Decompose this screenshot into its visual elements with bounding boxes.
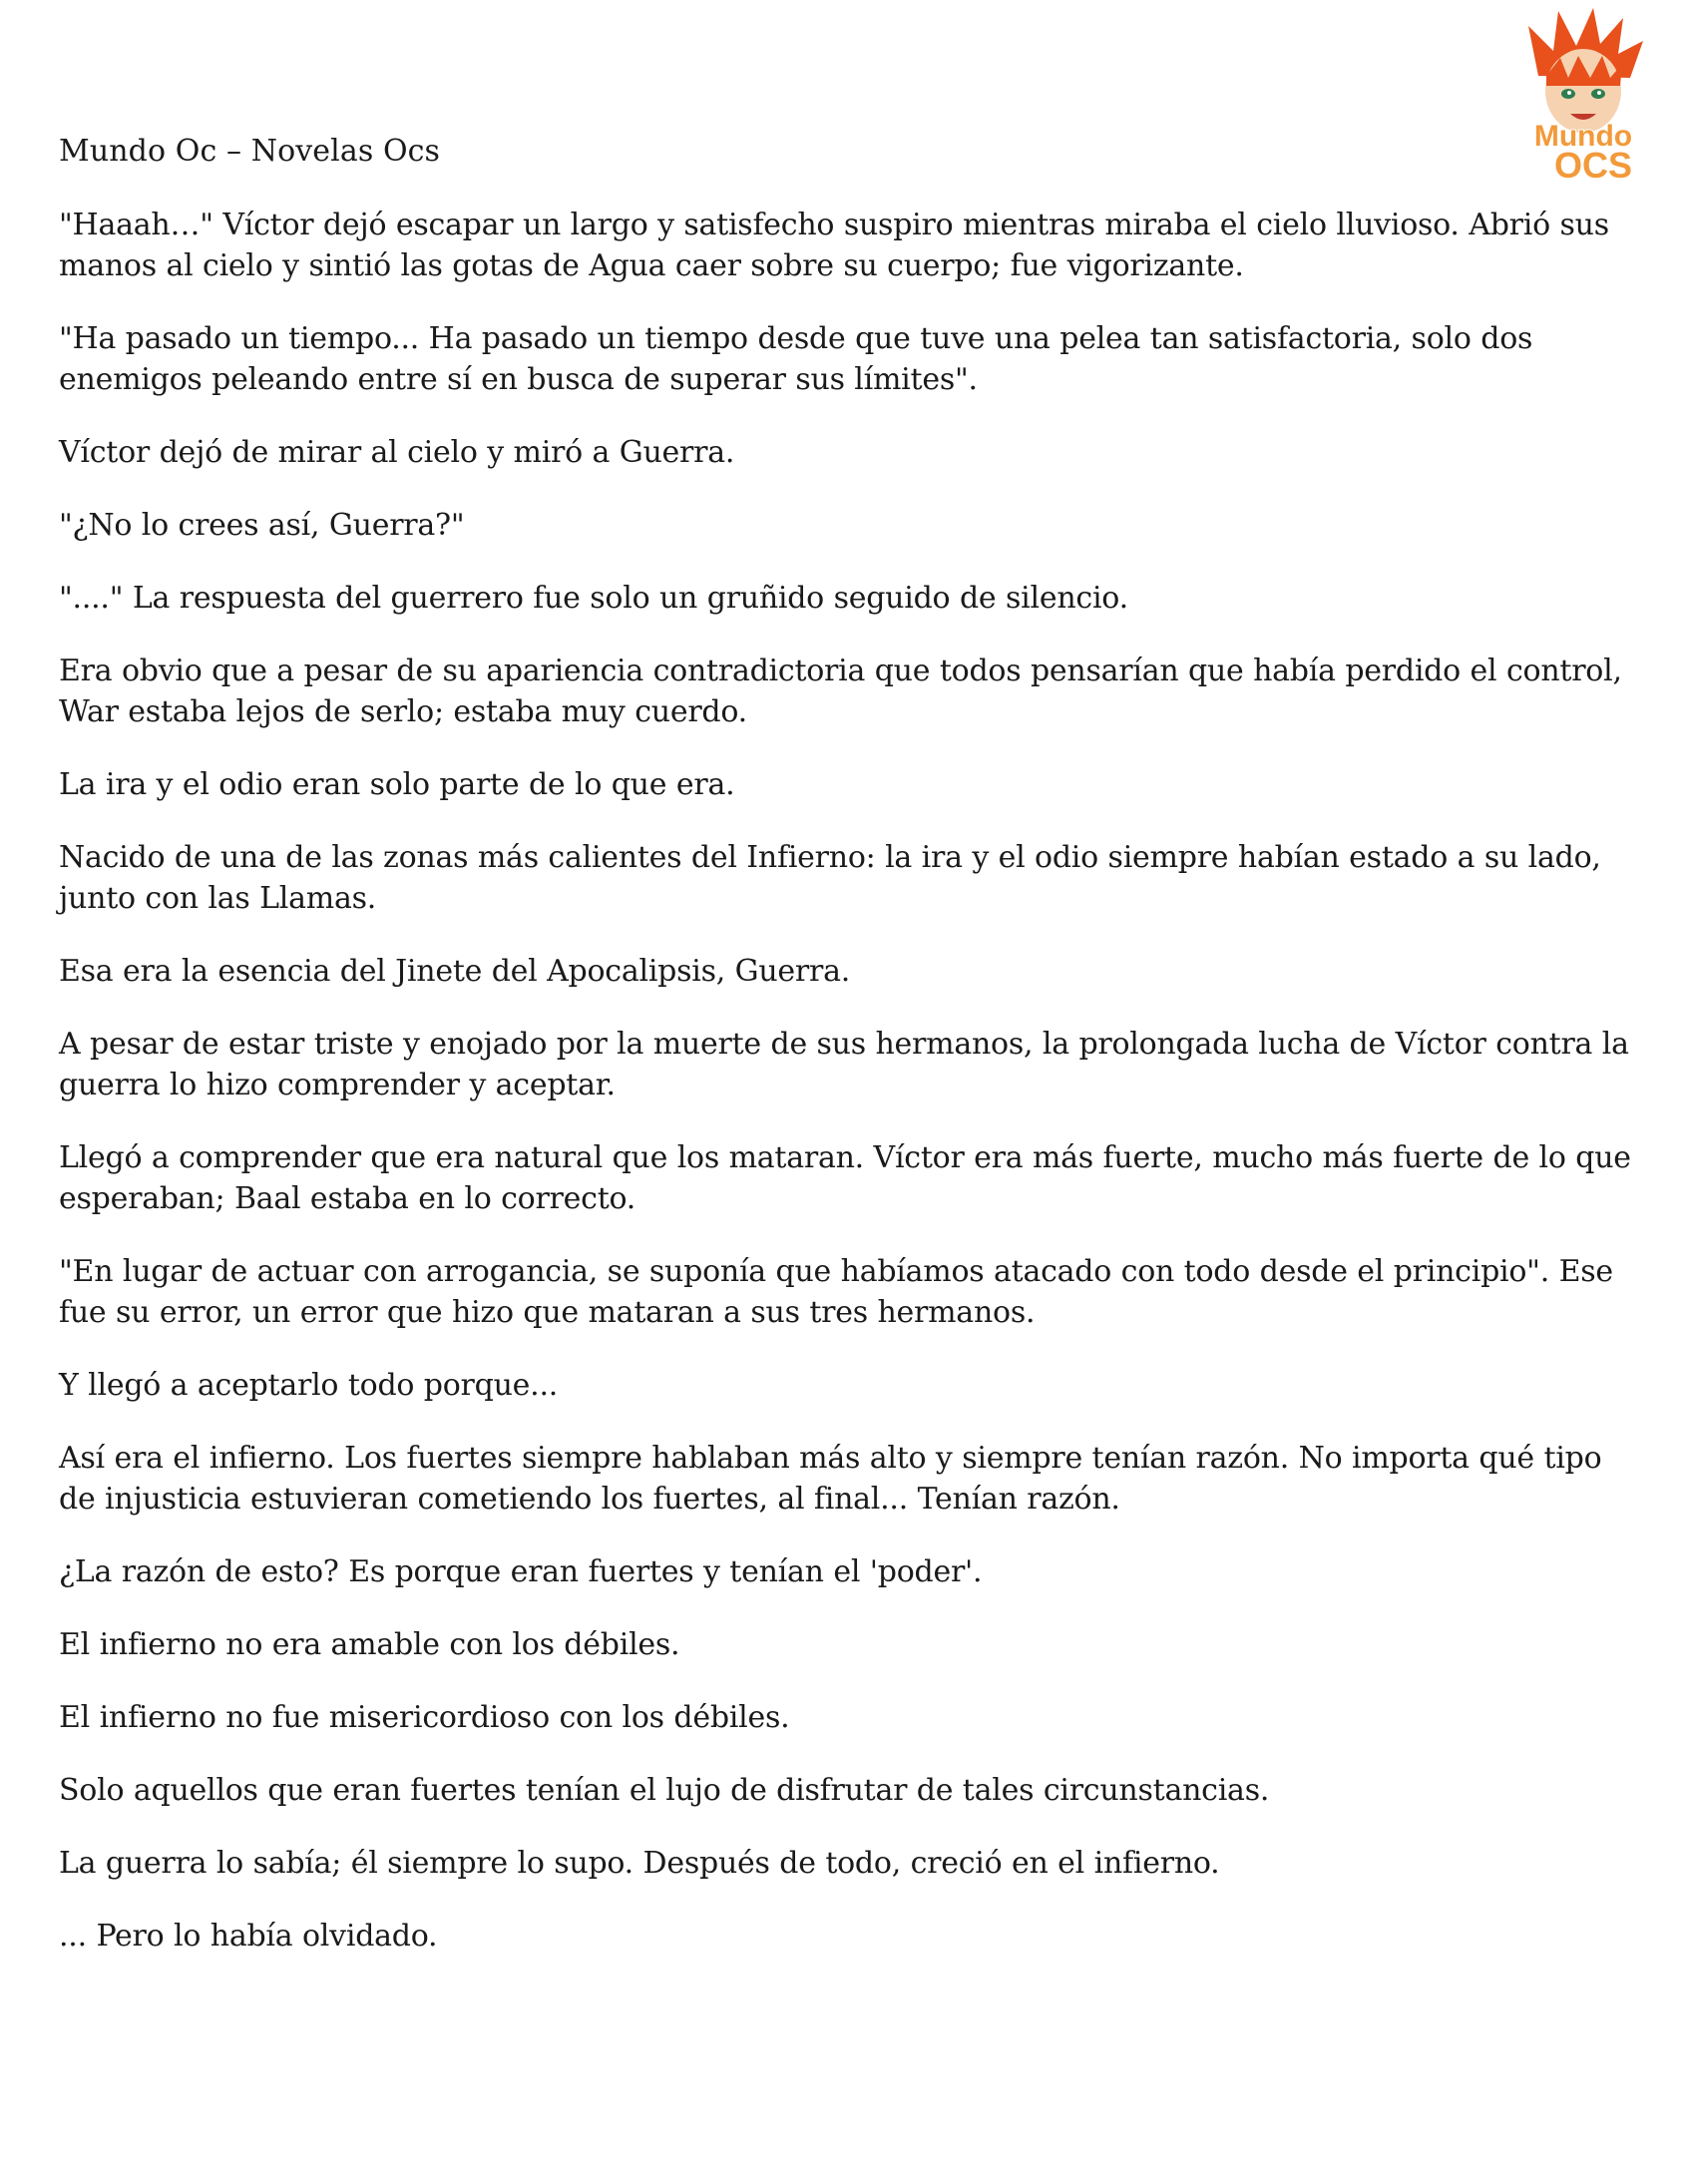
paragraph: ... Pero lo había olvidado. (59, 1919, 438, 1954)
paragraph: "¿No lo crees así, Guerra?" (59, 508, 465, 543)
paragraph: "Haaah…" Víctor dejó escapar un largo y satisfecho suspiro mientras miraba el cielo lluvioso. Abrió sus manos al cielo y sintió las gotas de Agua caer sobre su cuerpo; fue vigorizante. (59, 208, 1609, 283)
paragraph: El infierno no era amable con los débiles. (59, 1627, 680, 1662)
paragraph: A pesar de estar triste y enojado por la muerte de sus hermanos, la prolongada lucha de Víctor contra la guerra lo hizo comprender y aceptar. (59, 1027, 1629, 1102)
page-header: Mundo Oc – Novelas Ocs (59, 134, 441, 169)
paragraph: ¿La razón de esto? Es porque eran fuertes y tenían el 'poder'. (59, 1554, 983, 1589)
logo-text-line2: OCS (1553, 145, 1633, 186)
story-text (59, 205, 1635, 1988)
paragraph: La guerra lo sabía; él siempre lo supo. Después de todo, creció en el infierno. (59, 1846, 1220, 1881)
mundo-ocs-logo (1498, 6, 1668, 186)
paragraph: "Ha pasado un tiempo... Ha pasado un tiempo desde que tuve una pelea tan satisfactoria, solo dos enemigos peleando entre sí en busca de superar sus límites". (59, 321, 1533, 397)
logo-text-line1: Mundo (1533, 120, 1633, 153)
paragraph: La ira y el odio eran solo parte de lo que era. (59, 767, 735, 802)
paragraph: Llegó a comprender que era natural que los mataran. Víctor era más fuerte, mucho más fuerte de lo que esperaban; Baal estaba en lo correcto. (59, 1140, 1631, 1216)
paragraph: Nacido de una de las zonas más calientes del Infierno: la ira y el odio siempre habían estado a su lado, junto con las Llamas. (59, 840, 1601, 916)
paragraph: Víctor dejó de mirar al cielo y miró a Guerra. (59, 435, 735, 470)
paragraph: Solo aquellos que eran fuertes tenían el lujo de disfrutar de tales circunstancias. (59, 1773, 1270, 1808)
paragraph: Era obvio que a pesar de su apariencia contradictoria que todos pensarían que había perdido el control, War estaba lejos de serlo; estaba muy cuerdo. (59, 654, 1622, 729)
paragraph: "...." La respuesta del guerrero fue solo un gruñido seguido de silencio. (59, 581, 1128, 616)
paragraph: Esa era la esencia del Jinete del Apocalipsis, Guerra. (59, 954, 851, 989)
paragraph: El infierno no fue misericordioso con los débiles. (59, 1700, 790, 1735)
paragraph: Así era el infierno. Los fuertes siempre hablaban más alto y siempre tenían razón. No importa qué tipo de injusticia estuvieran cometiendo los fuertes, al final... Tenían razón. (59, 1441, 1602, 1517)
paragraph: Y llegó a aceptarlo todo porque... (59, 1368, 559, 1403)
paragraph: "En lugar de actuar con arrogancia, se suponía que habíamos atacado con todo desde el principio". Ese fue su error, un error que hizo que mataran a sus tres hermanos. (59, 1254, 1613, 1330)
